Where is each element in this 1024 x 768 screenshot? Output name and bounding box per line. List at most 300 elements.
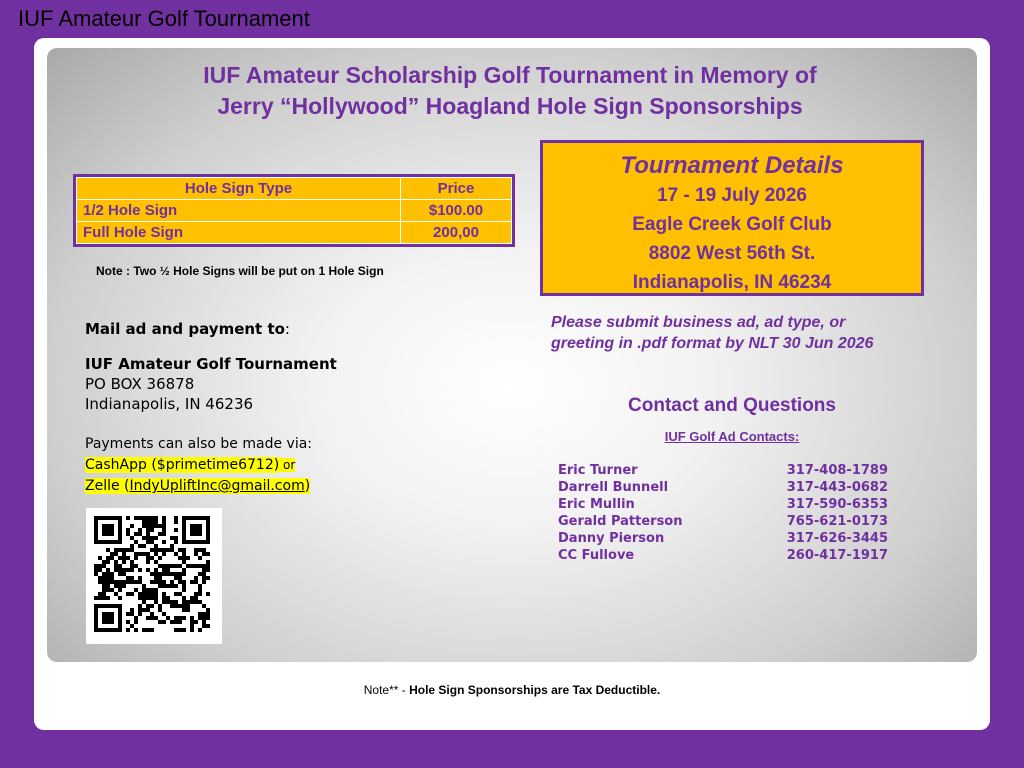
qr-module bbox=[182, 604, 186, 608]
qr-module bbox=[162, 540, 166, 544]
qr-module bbox=[182, 536, 186, 540]
qr-module bbox=[170, 620, 174, 624]
list-item bbox=[558, 496, 888, 513]
qr-module bbox=[150, 596, 154, 600]
qr-module bbox=[110, 532, 114, 536]
qr-module bbox=[110, 552, 114, 556]
qr-module bbox=[130, 592, 134, 596]
qr-module bbox=[110, 576, 114, 580]
qr-module bbox=[138, 608, 142, 612]
qr-module bbox=[110, 524, 114, 528]
mail-heading-colon: : bbox=[284, 320, 290, 338]
qr-module bbox=[190, 516, 194, 520]
qr-module bbox=[194, 552, 198, 556]
sign-type-cell: 1/2 Hole Sign bbox=[77, 200, 401, 222]
contact-phone: 260-417-1917 bbox=[786, 548, 888, 563]
qr-module bbox=[130, 608, 134, 612]
qr-module bbox=[122, 556, 126, 560]
qr-module bbox=[126, 556, 130, 560]
qr-module bbox=[182, 552, 186, 556]
list-item bbox=[558, 530, 888, 547]
qr-module bbox=[166, 616, 170, 620]
qr-module bbox=[142, 536, 146, 540]
qr-module bbox=[194, 516, 198, 520]
details-city: Indianapolis, IN 46234 bbox=[632, 272, 832, 293]
qr-module bbox=[178, 564, 182, 568]
qr-module bbox=[130, 560, 134, 564]
qr-module bbox=[182, 584, 186, 588]
qr-module bbox=[110, 616, 114, 620]
qr-module bbox=[106, 580, 110, 584]
qr-module bbox=[150, 520, 154, 524]
qr-module bbox=[118, 536, 122, 540]
qr-module bbox=[134, 516, 138, 520]
qr-module bbox=[118, 548, 122, 552]
qr-module bbox=[198, 600, 202, 604]
qr-module bbox=[118, 584, 122, 588]
qr-module bbox=[110, 612, 114, 616]
qr-module bbox=[102, 540, 106, 544]
page-title: IUF Amateur Golf Tournament bbox=[18, 6, 310, 31]
qr-module bbox=[110, 556, 114, 560]
table-row bbox=[77, 222, 512, 244]
qr-module bbox=[146, 616, 150, 620]
qr-module bbox=[198, 556, 202, 560]
qr-module bbox=[106, 560, 110, 564]
qr-module bbox=[146, 628, 150, 632]
qr-module bbox=[102, 524, 106, 528]
headline bbox=[60, 60, 960, 122]
zelle-suffix: ) bbox=[304, 478, 311, 494]
qr-module bbox=[162, 580, 166, 584]
qr-module bbox=[122, 548, 126, 552]
qr-module bbox=[198, 628, 202, 632]
qr-module bbox=[106, 604, 110, 608]
qr-module bbox=[114, 560, 118, 564]
qr-module bbox=[162, 564, 166, 568]
qr-module bbox=[102, 572, 106, 576]
qr-module bbox=[174, 584, 178, 588]
qr-module bbox=[150, 528, 154, 532]
contact-phone: 765-621-0173 bbox=[786, 514, 888, 529]
qr-module bbox=[206, 540, 210, 544]
qr-module bbox=[106, 620, 110, 624]
list-item bbox=[558, 513, 888, 530]
qr-module bbox=[174, 552, 178, 556]
qr-module bbox=[118, 572, 122, 576]
qr-module bbox=[118, 516, 122, 520]
qr-module bbox=[102, 560, 106, 564]
qr-module bbox=[138, 604, 142, 608]
qr-module bbox=[206, 552, 210, 556]
qr-module bbox=[194, 580, 198, 584]
qr-module bbox=[106, 584, 110, 588]
qr-module bbox=[130, 564, 134, 568]
qr-module bbox=[158, 524, 162, 528]
qr-module bbox=[106, 516, 110, 520]
qr-module bbox=[194, 528, 198, 532]
qr-module bbox=[102, 532, 106, 536]
qr-module bbox=[154, 560, 158, 564]
qr-module bbox=[98, 568, 102, 572]
qr-module bbox=[190, 620, 194, 624]
qr-module bbox=[202, 604, 206, 608]
qr-module bbox=[118, 528, 122, 532]
qr-module bbox=[142, 584, 146, 588]
qr-module bbox=[186, 604, 190, 608]
qr-module bbox=[182, 520, 186, 524]
qr-module bbox=[94, 616, 98, 620]
qr-module bbox=[106, 568, 110, 572]
qr-module bbox=[134, 628, 138, 632]
qr-module bbox=[154, 600, 158, 604]
qr-module bbox=[158, 556, 162, 560]
qr-module bbox=[162, 568, 166, 572]
qr-module bbox=[182, 560, 186, 564]
qr-module bbox=[110, 516, 114, 520]
qr-module bbox=[126, 516, 130, 520]
qr-module bbox=[138, 576, 142, 580]
qr-module bbox=[206, 568, 210, 572]
qr-module bbox=[182, 524, 186, 528]
qr-module bbox=[174, 536, 178, 540]
qr-module bbox=[162, 528, 166, 532]
qr-module bbox=[134, 532, 138, 536]
qr-module bbox=[110, 628, 114, 632]
qr-module bbox=[118, 564, 122, 568]
qr-module bbox=[138, 580, 142, 584]
qr-module bbox=[94, 596, 98, 600]
qr-module bbox=[118, 596, 122, 600]
qr-module bbox=[158, 584, 162, 588]
qr-module bbox=[170, 572, 174, 576]
qr-module bbox=[174, 592, 178, 596]
qr-module bbox=[126, 528, 130, 532]
details-dates: 17 - 19 July 2026 bbox=[657, 185, 807, 206]
headline-line-2: Jerry “Hollywood” Hoagland Hole Sign Sponsorships bbox=[217, 93, 803, 119]
qr-module bbox=[182, 580, 186, 584]
qr-module bbox=[134, 580, 138, 584]
qr-module bbox=[190, 624, 194, 628]
qr-module bbox=[142, 608, 146, 612]
qr-module bbox=[150, 556, 154, 560]
qr-module bbox=[162, 612, 166, 616]
qr-module bbox=[146, 588, 150, 592]
qr-module bbox=[118, 628, 122, 632]
qr-module bbox=[154, 548, 158, 552]
qr-module bbox=[118, 580, 122, 584]
qr-module bbox=[94, 536, 98, 540]
qr-module bbox=[110, 588, 114, 592]
qr-module bbox=[206, 516, 210, 520]
qr-module bbox=[122, 560, 126, 564]
qr-module bbox=[206, 616, 210, 620]
qr-module bbox=[118, 556, 122, 560]
qr-module bbox=[118, 612, 122, 616]
qr-module bbox=[170, 584, 174, 588]
qr-module bbox=[174, 628, 178, 632]
qr-module bbox=[182, 556, 186, 560]
qr-module bbox=[198, 588, 202, 592]
qr-module bbox=[138, 592, 142, 596]
qr-module bbox=[110, 604, 114, 608]
qr-module bbox=[118, 588, 122, 592]
qr-module bbox=[198, 616, 202, 620]
qr-module bbox=[154, 572, 158, 576]
qr-module bbox=[174, 540, 178, 544]
qr-module bbox=[126, 580, 130, 584]
qr-module bbox=[206, 564, 210, 568]
qr-module bbox=[138, 516, 142, 520]
qr-module bbox=[134, 540, 138, 544]
qr-module bbox=[94, 608, 98, 612]
qr-module bbox=[178, 576, 182, 580]
contact-phone: 317-443-0682 bbox=[786, 480, 888, 495]
qr-module bbox=[114, 592, 118, 596]
qr-module bbox=[154, 536, 158, 540]
qr-module bbox=[126, 628, 130, 632]
qr-module bbox=[158, 532, 162, 536]
qr-module bbox=[130, 536, 134, 540]
qr-module bbox=[170, 548, 174, 552]
qr-module bbox=[194, 592, 198, 596]
qr-module bbox=[178, 572, 182, 576]
qr-module bbox=[138, 528, 142, 532]
qr-module bbox=[186, 608, 190, 612]
qr-module bbox=[146, 560, 150, 564]
qr-module bbox=[206, 612, 210, 616]
mail-heading bbox=[85, 320, 337, 338]
qr-module bbox=[206, 520, 210, 524]
qr-module bbox=[110, 540, 114, 544]
half-sign-note: Note : Two ½ Hole Signs will be put on 1 Hole Sign bbox=[96, 264, 384, 278]
qr-module bbox=[190, 564, 194, 568]
qr-module bbox=[122, 568, 126, 572]
qr-module bbox=[126, 532, 130, 536]
qr-module bbox=[178, 548, 182, 552]
qr-module bbox=[130, 548, 134, 552]
qr-module bbox=[158, 608, 162, 612]
qr-module bbox=[206, 532, 210, 536]
qr-module bbox=[182, 596, 186, 600]
qr-module bbox=[94, 624, 98, 628]
qr-module bbox=[202, 620, 206, 624]
qr-module bbox=[150, 540, 154, 544]
qr-module bbox=[146, 596, 150, 600]
qr-module bbox=[166, 600, 170, 604]
qr-module bbox=[166, 596, 170, 600]
qr-module bbox=[182, 516, 186, 520]
qr-module bbox=[102, 588, 106, 592]
qr-module bbox=[118, 616, 122, 620]
qr-module bbox=[174, 576, 178, 580]
qr-module bbox=[190, 616, 194, 620]
qr-module bbox=[146, 556, 150, 560]
footer-note-dash: - bbox=[398, 683, 410, 697]
qr-module bbox=[150, 548, 154, 552]
tournament-details-box bbox=[540, 140, 924, 296]
qr-module bbox=[94, 540, 98, 544]
payment-qr-code bbox=[86, 508, 222, 644]
qr-module bbox=[94, 520, 98, 524]
qr-module bbox=[98, 580, 102, 584]
qr-module bbox=[98, 564, 102, 568]
qr-module bbox=[138, 552, 142, 556]
qr-module bbox=[198, 540, 202, 544]
details-street: 8802 West 56th St. bbox=[648, 243, 816, 264]
qr-module bbox=[150, 616, 154, 620]
qr-module bbox=[174, 520, 178, 524]
qr-module bbox=[134, 556, 138, 560]
contact-name: Danny Pierson bbox=[558, 531, 665, 546]
qr-module bbox=[202, 540, 206, 544]
qr-module bbox=[102, 616, 106, 620]
qr-module bbox=[118, 608, 122, 612]
qr-module bbox=[206, 528, 210, 532]
qr-module bbox=[162, 532, 166, 536]
headline-line-1: IUF Amateur Scholarship Golf Tournament in Memory of bbox=[203, 62, 817, 88]
qr-module bbox=[182, 528, 186, 532]
qr-module bbox=[174, 620, 178, 624]
qr-module bbox=[150, 592, 154, 596]
qr-module bbox=[198, 564, 202, 568]
qr-module bbox=[190, 540, 194, 544]
qr-module bbox=[162, 596, 166, 600]
qr-module bbox=[146, 604, 150, 608]
qr-module bbox=[174, 616, 178, 620]
qr-module bbox=[110, 620, 114, 624]
qr-module bbox=[154, 580, 158, 584]
qr-module bbox=[142, 544, 146, 548]
qr-module bbox=[178, 604, 182, 608]
qr-module bbox=[158, 576, 162, 580]
qr-module bbox=[178, 620, 182, 624]
footer-note-text: Hole Sign Sponsorships are Tax Deductible. bbox=[409, 683, 661, 697]
qr-module bbox=[162, 620, 166, 624]
footer-note-prefix: Note** bbox=[363, 683, 399, 697]
qr-module bbox=[146, 524, 150, 528]
qr-module bbox=[170, 544, 174, 548]
qr-module bbox=[114, 540, 118, 544]
qr-module bbox=[190, 600, 194, 604]
qr-module bbox=[134, 620, 138, 624]
qr-module bbox=[98, 596, 102, 600]
qr-module bbox=[178, 556, 182, 560]
qr-module bbox=[198, 524, 202, 528]
qr-module bbox=[150, 612, 154, 616]
hole-sign-price-table bbox=[73, 174, 515, 247]
qr-module bbox=[126, 612, 130, 616]
qr-module bbox=[162, 584, 166, 588]
qr-module bbox=[198, 584, 202, 588]
qr-code-graphic bbox=[86, 508, 222, 644]
qr-module bbox=[166, 564, 170, 568]
table-row bbox=[77, 200, 512, 222]
sign-type-cell: Full Hole Sign bbox=[77, 222, 401, 244]
contacts-list bbox=[558, 462, 888, 564]
qr-module bbox=[194, 620, 198, 624]
qr-module bbox=[126, 548, 130, 552]
qr-module bbox=[102, 612, 106, 616]
qr-module bbox=[134, 564, 138, 568]
qr-module bbox=[118, 540, 122, 544]
qr-module bbox=[162, 524, 166, 528]
qr-module bbox=[154, 592, 158, 596]
qr-module bbox=[114, 568, 118, 572]
qr-module bbox=[106, 628, 110, 632]
qr-module bbox=[94, 532, 98, 536]
qr-module bbox=[162, 592, 166, 596]
or-text: or bbox=[279, 458, 296, 472]
qr-module bbox=[126, 568, 130, 572]
qr-module bbox=[138, 532, 142, 536]
qr-module bbox=[114, 552, 118, 556]
qr-module bbox=[94, 604, 98, 608]
qr-module bbox=[194, 564, 198, 568]
qr-module bbox=[178, 616, 182, 620]
qr-module bbox=[106, 596, 110, 600]
qr-module bbox=[206, 624, 210, 628]
contact-phone: 317-408-1789 bbox=[786, 463, 888, 478]
qr-module bbox=[186, 516, 190, 520]
footer-note bbox=[34, 683, 990, 697]
qr-module bbox=[130, 544, 134, 548]
qr-module bbox=[94, 620, 98, 624]
zelle-email-link[interactable]: IndyUpliftInc@gmail.com bbox=[129, 478, 305, 494]
qr-module bbox=[182, 540, 186, 544]
qr-module bbox=[194, 576, 198, 580]
qr-module bbox=[138, 544, 142, 548]
contact-name: Eric Turner bbox=[558, 463, 638, 478]
qr-module bbox=[202, 624, 206, 628]
qr-module bbox=[174, 516, 178, 520]
qr-module bbox=[174, 572, 178, 576]
qr-module bbox=[182, 628, 186, 632]
qr-module bbox=[122, 584, 126, 588]
qr-module bbox=[130, 624, 134, 628]
qr-module bbox=[150, 588, 154, 592]
qr-module bbox=[206, 576, 210, 580]
qr-module bbox=[134, 552, 138, 556]
qr-module bbox=[142, 596, 146, 600]
qr-module bbox=[186, 556, 190, 560]
qr-module bbox=[186, 540, 190, 544]
payment-block bbox=[85, 434, 312, 497]
qr-module bbox=[178, 592, 182, 596]
mail-address-line-1: PO BOX 36878 bbox=[85, 375, 195, 393]
qr-module bbox=[166, 568, 170, 572]
cashapp-line bbox=[85, 455, 312, 476]
qr-module bbox=[182, 572, 186, 576]
qr-module bbox=[142, 524, 146, 528]
qr-module bbox=[146, 528, 150, 532]
qr-module bbox=[106, 588, 110, 592]
qr-module bbox=[146, 568, 150, 572]
qr-module bbox=[118, 620, 122, 624]
qr-module bbox=[114, 564, 118, 568]
zelle-line bbox=[85, 476, 312, 497]
qr-module bbox=[198, 528, 202, 532]
qr-module bbox=[194, 600, 198, 604]
qr-module bbox=[174, 564, 178, 568]
qr-module bbox=[150, 628, 154, 632]
qr-module bbox=[202, 580, 206, 584]
qr-module bbox=[102, 584, 106, 588]
qr-module bbox=[102, 620, 106, 624]
details-title: Tournament Details bbox=[620, 152, 844, 179]
qr-module bbox=[206, 608, 210, 612]
qr-module bbox=[154, 520, 158, 524]
